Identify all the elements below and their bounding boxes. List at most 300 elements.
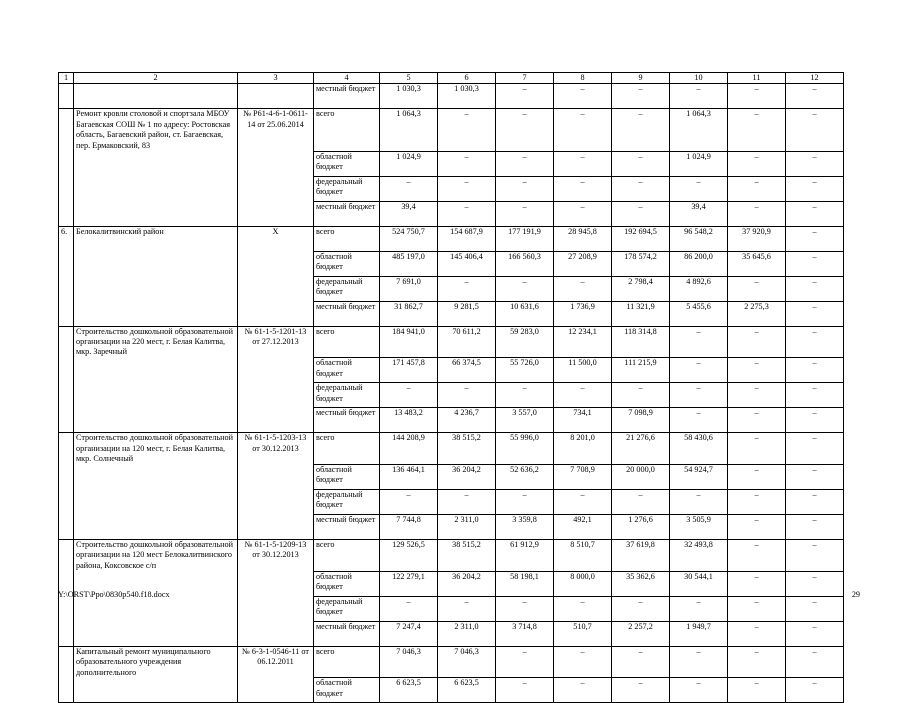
- amount-cell: –: [670, 176, 728, 201]
- amount-cell: 10 631,6: [496, 301, 554, 326]
- amount-cell: –: [670, 596, 728, 621]
- amount-cell: –: [728, 408, 786, 433]
- document-ref-cell: [238, 84, 314, 109]
- amount-cell: 1 024,9: [670, 151, 728, 176]
- amount-cell: 4 236,7: [438, 408, 496, 433]
- col-header: 4: [314, 73, 380, 84]
- table-row: [59, 408, 844, 433]
- amount-cell: –: [670, 326, 728, 358]
- amount-cell: –: [786, 646, 844, 678]
- document-ref-cell: [238, 358, 314, 383]
- object-name-cell: [74, 84, 238, 109]
- amount-cell: –: [554, 276, 612, 301]
- amount-cell: –: [728, 646, 786, 678]
- amount-cell: 55 996,0: [496, 433, 554, 465]
- table-row: [59, 464, 844, 489]
- object-name-cell: [74, 408, 238, 433]
- funding-source-cell: всего: [314, 539, 380, 571]
- amount-cell: –: [380, 176, 438, 201]
- amount-cell: 136 464,1: [380, 464, 438, 489]
- document-ref-cell: [238, 251, 314, 276]
- object-name-cell: [74, 358, 238, 383]
- amount-cell: 39,4: [380, 201, 438, 226]
- amount-cell: 492,1: [554, 514, 612, 539]
- amount-cell: 510,7: [554, 621, 612, 646]
- row-index-cell: [59, 489, 74, 514]
- amount-cell: 52 636,2: [496, 464, 554, 489]
- amount-cell: 7 691,0: [380, 276, 438, 301]
- amount-cell: –: [786, 514, 844, 539]
- amount-cell: 12 234,1: [554, 326, 612, 358]
- funding-source-cell: федеральный бюджет: [314, 489, 380, 514]
- amount-cell: –: [786, 301, 844, 326]
- document-ref-cell: № 61-1-5-1203-13 от 30.12.2013: [238, 433, 314, 465]
- amount-cell: –: [728, 596, 786, 621]
- object-name-cell: [74, 621, 238, 646]
- amount-cell: –: [728, 571, 786, 596]
- amount-cell: 7 744,8: [380, 514, 438, 539]
- amount-cell: 3 505,9: [670, 514, 728, 539]
- amount-cell: –: [438, 201, 496, 226]
- object-name-cell: [74, 201, 238, 226]
- row-index-cell: [59, 464, 74, 489]
- amount-cell: 184 941,0: [380, 326, 438, 358]
- amount-cell: –: [438, 151, 496, 176]
- amount-cell: 55 726,0: [496, 358, 554, 383]
- object-name-cell: Ремонт кровли столовой и спортзала МБОУ Багаевская СОШ № 1 по адресу: Ростовская область, Багаевский район, ст. Багаевская, пер. Ермаковский, 83: [74, 109, 238, 151]
- row-index-cell: [59, 151, 74, 176]
- table-row: [59, 621, 844, 646]
- amount-cell: –: [786, 176, 844, 201]
- table-row: [59, 489, 844, 514]
- amount-cell: –: [554, 84, 612, 109]
- amount-cell: –: [554, 596, 612, 621]
- amount-cell: –: [728, 464, 786, 489]
- col-header: 7: [496, 73, 554, 84]
- amount-cell: –: [380, 383, 438, 408]
- amount-cell: 734,1: [554, 408, 612, 433]
- amount-cell: –: [786, 621, 844, 646]
- amount-cell: –: [728, 358, 786, 383]
- amount-cell: –: [786, 201, 844, 226]
- object-name-cell: [74, 383, 238, 408]
- row-index-cell: [59, 646, 74, 678]
- object-name-cell: [74, 176, 238, 201]
- amount-cell: –: [728, 151, 786, 176]
- amount-cell: 2 275,3: [728, 301, 786, 326]
- amount-cell: 145 406,4: [438, 251, 496, 276]
- amount-cell: –: [612, 489, 670, 514]
- amount-cell: –: [438, 176, 496, 201]
- amount-cell: 2 311,0: [438, 514, 496, 539]
- row-index-cell: [59, 176, 74, 201]
- amount-cell: –: [554, 176, 612, 201]
- budget-table-page: [58, 72, 844, 703]
- amount-cell: –: [612, 678, 670, 703]
- amount-cell: 7 247,4: [380, 621, 438, 646]
- amount-cell: –: [728, 176, 786, 201]
- amount-cell: 58 198,1: [496, 571, 554, 596]
- amount-cell: –: [728, 514, 786, 539]
- row-index-cell: [59, 251, 74, 276]
- amount-cell: –: [554, 383, 612, 408]
- amount-cell: 1 949,7: [670, 621, 728, 646]
- amount-cell: –: [496, 678, 554, 703]
- amount-cell: –: [612, 84, 670, 109]
- amount-cell: –: [786, 571, 844, 596]
- funding-source-cell: местный бюджет: [314, 514, 380, 539]
- table-row: [59, 201, 844, 226]
- amount-cell: 177 191,9: [496, 226, 554, 251]
- row-index-cell: [59, 326, 74, 358]
- row-index-cell: [59, 514, 74, 539]
- row-index-cell: [59, 621, 74, 646]
- amount-cell: 8 201,0: [554, 433, 612, 465]
- document-ref-cell: № 61-1-5-1209-13 от 30.12.2013: [238, 539, 314, 571]
- funding-source-cell: федеральный бюджет: [314, 596, 380, 621]
- amount-cell: 35 645,6: [728, 251, 786, 276]
- table-row: [59, 176, 844, 201]
- table-row: [59, 646, 844, 678]
- amount-cell: 171 457,8: [380, 358, 438, 383]
- amount-cell: –: [438, 489, 496, 514]
- amount-cell: –: [612, 646, 670, 678]
- amount-cell: –: [728, 326, 786, 358]
- amount-cell: 192 694,5: [612, 226, 670, 251]
- table-row: [59, 539, 844, 571]
- amount-cell: 9 281,5: [438, 301, 496, 326]
- amount-cell: 1 736,9: [554, 301, 612, 326]
- amount-cell: –: [438, 109, 496, 151]
- amount-cell: 8 510,7: [554, 539, 612, 571]
- budget-table: [58, 72, 844, 703]
- amount-cell: –: [554, 201, 612, 226]
- funding-source-cell: местный бюджет: [314, 621, 380, 646]
- table-row: [59, 596, 844, 621]
- amount-cell: 38 515,2: [438, 539, 496, 571]
- amount-cell: 36 204,2: [438, 571, 496, 596]
- amount-cell: 524 750,7: [380, 226, 438, 251]
- col-header: 2: [74, 73, 238, 84]
- document-ref-cell: [238, 514, 314, 539]
- col-header: 6: [438, 73, 496, 84]
- amount-cell: –: [438, 383, 496, 408]
- amount-cell: 54 924,7: [670, 464, 728, 489]
- amount-cell: –: [496, 276, 554, 301]
- object-name-cell: [74, 489, 238, 514]
- row-index-cell: [59, 433, 74, 465]
- document-ref-cell: [238, 201, 314, 226]
- amount-cell: 13 483,2: [380, 408, 438, 433]
- table-row: [59, 678, 844, 703]
- funding-source-cell: местный бюджет: [314, 201, 380, 226]
- table-row: [59, 383, 844, 408]
- row-index-cell: [59, 276, 74, 301]
- object-name-cell: [74, 251, 238, 276]
- amount-cell: –: [496, 109, 554, 151]
- document-ref-cell: [238, 276, 314, 301]
- row-index-cell: [59, 358, 74, 383]
- amount-cell: 11 321,9: [612, 301, 670, 326]
- amount-cell: –: [670, 678, 728, 703]
- amount-cell: –: [496, 596, 554, 621]
- row-index-cell: [59, 596, 74, 621]
- funding-source-cell: областной бюджет: [314, 464, 380, 489]
- amount-cell: 1 064,3: [670, 109, 728, 151]
- amount-cell: 6 623,5: [380, 678, 438, 703]
- table-row: [59, 84, 844, 109]
- funding-source-cell: всего: [314, 326, 380, 358]
- amount-cell: –: [438, 276, 496, 301]
- amount-cell: –: [728, 678, 786, 703]
- row-index-cell: [59, 109, 74, 151]
- amount-cell: 3 359,8: [496, 514, 554, 539]
- document-ref-cell: [238, 301, 314, 326]
- object-name-cell: [74, 514, 238, 539]
- amount-cell: –: [786, 383, 844, 408]
- amount-cell: 30 544,1: [670, 571, 728, 596]
- funding-source-cell: всего: [314, 226, 380, 251]
- amount-cell: –: [670, 646, 728, 678]
- amount-cell: 37 920,9: [728, 226, 786, 251]
- amount-cell: 66 374,5: [438, 358, 496, 383]
- amount-cell: –: [786, 226, 844, 251]
- amount-cell: –: [786, 358, 844, 383]
- amount-cell: –: [728, 621, 786, 646]
- amount-cell: –: [728, 276, 786, 301]
- row-index-cell: [59, 539, 74, 571]
- document-ref-cell: № Р61-4-6-1-0611-14 от 25.06.2014: [238, 109, 314, 151]
- amount-cell: –: [728, 201, 786, 226]
- document-ref-cell: [238, 151, 314, 176]
- document-ref-cell: № 61-1-5-1201-13 от 27.12.2013: [238, 326, 314, 358]
- amount-cell: –: [786, 408, 844, 433]
- amount-cell: 485 197,0: [380, 251, 438, 276]
- document-ref-cell: [238, 383, 314, 408]
- col-header: 3: [238, 73, 314, 84]
- amount-cell: –: [380, 596, 438, 621]
- amount-cell: 27 208,9: [554, 251, 612, 276]
- object-name-cell: [74, 301, 238, 326]
- amount-cell: 8 000,0: [554, 571, 612, 596]
- table-row: [59, 251, 844, 276]
- amount-cell: –: [612, 109, 670, 151]
- amount-cell: 32 493,8: [670, 539, 728, 571]
- object-name-cell: [74, 464, 238, 489]
- amount-cell: 1 064,3: [380, 109, 438, 151]
- document-ref-cell: [238, 176, 314, 201]
- amount-cell: 7 708,9: [554, 464, 612, 489]
- row-index-cell: [59, 408, 74, 433]
- amount-cell: 7 098,9: [612, 408, 670, 433]
- funding-source-cell: федеральный бюджет: [314, 276, 380, 301]
- page-number: 29: [851, 590, 860, 599]
- amount-cell: 11 500,0: [554, 358, 612, 383]
- amount-cell: 36 204,2: [438, 464, 496, 489]
- amount-cell: –: [670, 408, 728, 433]
- document-ref-cell: № 6-3-1-0546-11 от 06.12.2011: [238, 646, 314, 678]
- amount-cell: 20 000,0: [612, 464, 670, 489]
- col-header: 11: [728, 73, 786, 84]
- amount-cell: –: [554, 151, 612, 176]
- amount-cell: 166 560,3: [496, 251, 554, 276]
- amount-cell: 39,4: [670, 201, 728, 226]
- amount-cell: –: [670, 84, 728, 109]
- amount-cell: –: [554, 646, 612, 678]
- row-index-cell: [59, 678, 74, 703]
- amount-cell: –: [786, 109, 844, 151]
- row-index-cell: [59, 84, 74, 109]
- amount-cell: 6 623,5: [438, 678, 496, 703]
- amount-cell: 2 257,2: [612, 621, 670, 646]
- document-path: Y:\ORST\Ppo\0830p540.f18.docx: [58, 590, 170, 599]
- col-header: 10: [670, 73, 728, 84]
- amount-cell: 3 714,8: [496, 621, 554, 646]
- amount-cell: 5 455,6: [670, 301, 728, 326]
- amount-cell: 1 030,3: [380, 84, 438, 109]
- document-ref-cell: [238, 621, 314, 646]
- funding-source-cell: федеральный бюджет: [314, 383, 380, 408]
- table-row: [59, 276, 844, 301]
- funding-source-cell: всего: [314, 646, 380, 678]
- amount-cell: –: [496, 176, 554, 201]
- funding-source-cell: областной бюджет: [314, 358, 380, 383]
- amount-cell: –: [786, 84, 844, 109]
- row-index-cell: 6.: [59, 226, 74, 251]
- col-header: 5: [380, 73, 438, 84]
- amount-cell: 2 798,4: [612, 276, 670, 301]
- amount-cell: –: [612, 201, 670, 226]
- amount-cell: –: [612, 176, 670, 201]
- row-index-cell: [59, 383, 74, 408]
- object-name-cell: Строительство дошкольной образовательной организации на 220 мест, г. Белая Калитва, мкр. Заречный: [74, 326, 238, 358]
- amount-cell: 70 611,2: [438, 326, 496, 358]
- funding-source-cell: областной бюджет: [314, 678, 380, 703]
- amount-cell: –: [612, 151, 670, 176]
- amount-cell: 144 208,9: [380, 433, 438, 465]
- column-number-row: [59, 73, 844, 84]
- amount-cell: –: [786, 464, 844, 489]
- amount-cell: 122 279,1: [380, 571, 438, 596]
- amount-cell: 35 362,6: [612, 571, 670, 596]
- table-row: [59, 109, 844, 151]
- amount-cell: –: [554, 109, 612, 151]
- object-name-cell: [74, 596, 238, 621]
- amount-cell: –: [496, 489, 554, 514]
- funding-source-cell: областной бюджет: [314, 151, 380, 176]
- amount-cell: –: [438, 596, 496, 621]
- document-ref-cell: [238, 408, 314, 433]
- amount-cell: 31 862,7: [380, 301, 438, 326]
- amount-cell: –: [786, 326, 844, 358]
- row-index-cell: [59, 301, 74, 326]
- object-name-cell: [74, 678, 238, 703]
- amount-cell: 7 046,3: [380, 646, 438, 678]
- amount-cell: 21 276,6: [612, 433, 670, 465]
- row-index-cell: [59, 201, 74, 226]
- amount-cell: –: [612, 596, 670, 621]
- funding-source-cell: местный бюджет: [314, 84, 380, 109]
- col-header: 1: [59, 73, 74, 84]
- amount-cell: –: [670, 489, 728, 514]
- table-row: [59, 301, 844, 326]
- amount-cell: 1 024,9: [380, 151, 438, 176]
- funding-source-cell: всего: [314, 433, 380, 465]
- amount-cell: –: [496, 383, 554, 408]
- amount-cell: 38 515,2: [438, 433, 496, 465]
- amount-cell: 1 030,3: [438, 84, 496, 109]
- document-ref-cell: [238, 596, 314, 621]
- document-ref-cell: [238, 678, 314, 703]
- amount-cell: 154 687,9: [438, 226, 496, 251]
- amount-cell: –: [496, 84, 554, 109]
- amount-cell: –: [728, 84, 786, 109]
- amount-cell: 58 430,6: [670, 433, 728, 465]
- amount-cell: –: [554, 489, 612, 514]
- object-name-cell: Капитальный ремонт муниципального образовательного учреждения дополнительного: [74, 646, 238, 678]
- amount-cell: –: [554, 678, 612, 703]
- object-name-cell: [74, 276, 238, 301]
- amount-cell: –: [612, 383, 670, 408]
- funding-source-cell: местный бюджет: [314, 301, 380, 326]
- object-name-cell: Белокалитвинский район: [74, 226, 238, 251]
- table-row: [59, 226, 844, 251]
- amount-cell: 118 314,8: [612, 326, 670, 358]
- document-ref-cell: [238, 489, 314, 514]
- amount-cell: –: [670, 358, 728, 383]
- amount-cell: –: [728, 433, 786, 465]
- amount-cell: 3 557,0: [496, 408, 554, 433]
- amount-cell: 28 945,8: [554, 226, 612, 251]
- amount-cell: 111 215,9: [612, 358, 670, 383]
- amount-cell: –: [786, 151, 844, 176]
- amount-cell: –: [496, 201, 554, 226]
- amount-cell: –: [380, 489, 438, 514]
- funding-source-cell: областной бюджет: [314, 571, 380, 596]
- amount-cell: –: [786, 596, 844, 621]
- amount-cell: 59 283,0: [496, 326, 554, 358]
- amount-cell: 4 892,6: [670, 276, 728, 301]
- amount-cell: –: [786, 276, 844, 301]
- amount-cell: 86 200,0: [670, 251, 728, 276]
- amount-cell: 37 619,8: [612, 539, 670, 571]
- col-header: 12: [786, 73, 844, 84]
- amount-cell: –: [728, 539, 786, 571]
- table-row: [59, 433, 844, 465]
- amount-cell: 96 548,2: [670, 226, 728, 251]
- amount-cell: –: [728, 383, 786, 408]
- object-name-cell: [74, 151, 238, 176]
- amount-cell: –: [786, 489, 844, 514]
- table-row: [59, 514, 844, 539]
- col-header: 8: [554, 73, 612, 84]
- amount-cell: –: [786, 678, 844, 703]
- table-row: [59, 151, 844, 176]
- amount-cell: 2 311,0: [438, 621, 496, 646]
- amount-cell: –: [786, 251, 844, 276]
- amount-cell: –: [728, 489, 786, 514]
- amount-cell: 129 526,5: [380, 539, 438, 571]
- document-ref-cell: [238, 464, 314, 489]
- table-row: [59, 571, 844, 596]
- amount-cell: 1 276,6: [612, 514, 670, 539]
- funding-source-cell: всего: [314, 109, 380, 151]
- amount-cell: –: [670, 383, 728, 408]
- amount-cell: –: [496, 151, 554, 176]
- object-name-cell: Строительство дошкольной образовательной организации на 120 мест, г. Белая Калитва, мкр. Солнечный: [74, 433, 238, 465]
- amount-cell: 61 912,9: [496, 539, 554, 571]
- document-ref-cell: [238, 571, 314, 596]
